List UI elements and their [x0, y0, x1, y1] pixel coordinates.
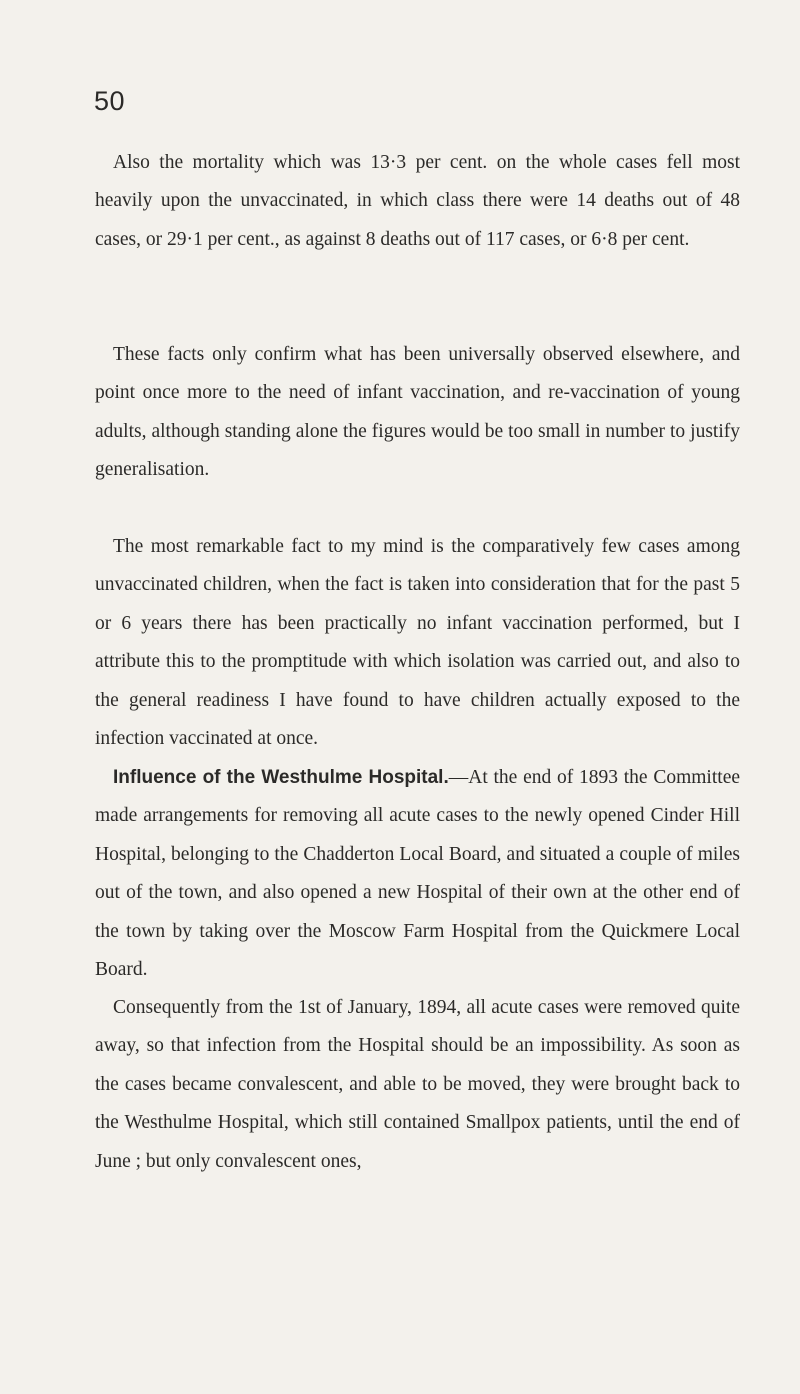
paragraph-consequently: Consequently from the 1st of January, 1894, all acute cases were removed quite away, so that infection from the Hospital should be an impossibility. As soon as the cases became convalescent, and able to be moved, they were brought back to the Westhulme Hospital, which still contained Smallpox patients, until the end of June ; but only convalescent ones,: [95, 997, 740, 1172]
paragraph-westhulme-influence: [95, 759, 740, 989]
section-heading: Influence of the Westhulme Hospital.: [113, 767, 449, 788]
paragraph-vaccination-need: These facts only confirm what has been universally observed elsewhere, and point once more to the need of infant vaccination, and re-vaccination of young adults, although standing alone the figures would be too small in number to justify generalisation.: [95, 344, 740, 481]
page-number: 50: [94, 86, 126, 116]
paragraph-unvaccinated-children: The most remarkable fact to my mind is the comparatively few cases among unvaccinated children, when the fact is taken into consideration that for the past 5 or 6 years there has been practically no infant vaccination performed, but I attribute this to the promptitude with which isolation was carried out, and also to the general readiness I have found to have children actually exposed to the infection vaccinated at once.: [95, 536, 740, 750]
paragraph-mortality: Also the mortality which was 13·3 per cent. on the whole cases fell most heavily upon the unvaccinated, in which class there were 14 deaths out of 48 cases, or 29·1 per cent., as against 8 deaths out of 117 cases, or 6·8 per cent.: [95, 152, 740, 250]
section-body: —At the end of 1893 the Committee made arrangements for removing all acute cases to the newly opened Cinder Hill Hospital, belonging to the Chadderton Local Board, and situated a couple of miles out of the town, and also opened a new Hospital of their own at the other end of the town by taking over the Moscow Farm Hospital from the Quickmere Local Board.: [95, 767, 740, 981]
